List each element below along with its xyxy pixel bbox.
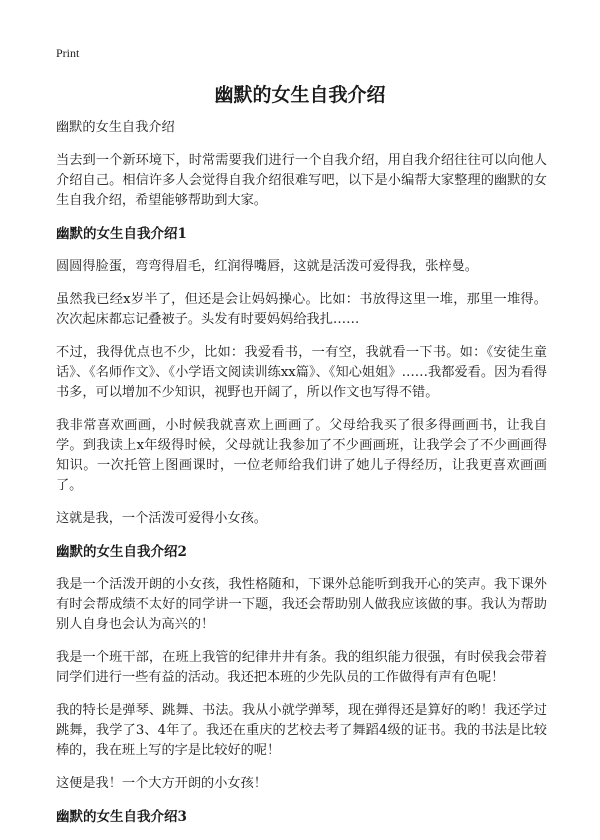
section-heading: 幽默的女生自我介绍2 [56, 544, 187, 560]
paragraph: 这便是我！一个大方开朗的小女孩！ [56, 776, 267, 791]
paragraph: 不过，我得优点也不少，比如：我爱看书，一有空，我就看一下书。如：《安徒生童话》、《名师作文》、《小学语文阅读训练xx篇》、《知心姐姐》……我都爱看。因为看得书多，可以增加不少知识，视野也开阔了，所以作文也写得不错。 [56, 345, 547, 400]
paragraph: 我是一个活泼开朗的小女孩，我性格随和，下课外总能听到我开心的笑声。我下课外有时会帮成绩不太好的同学讲一下题，我还会帮助别人做我应该做的事。我认为帮助别人自身也会认为高兴的！ [56, 577, 547, 632]
print-link[interactable]: Print [56, 46, 80, 60]
paragraph: 虽然我已经x岁半了，但还是会让妈妈操心。比如：书放得这里一堆，那里一堆得。次次起床都忘记叠被子。头发有时要妈妈给我扎…… [56, 292, 547, 327]
paragraph: 我非常喜欢画画，小时候我就喜欢上画画了。父母给我买了很多得画画书，让我自学。到我读上x年级得时候，父母就让我参加了不少画画班，让我学会了不少画画得知识。一次托管上图画课时，一位老师给我们讲了她儿子得经历，让我更喜欢画画了。 [56, 418, 547, 493]
intro-paragraph: 当去到一个新环境下，时常需要我们进行一个自我介绍，用自我介绍往往可以向他人介绍自己。相信许多人会觉得自我介绍很难写吧，以下是小编帮大家整理的幽默的女生自我介绍，希望能够帮助到大家。 [56, 153, 547, 208]
article-body [56, 118, 547, 840]
intro-subtitle: 幽默的女生自我介绍 [56, 120, 175, 135]
section-heading: 幽默的女生自我介绍3 [56, 809, 187, 825]
paragraph: 圆圆得脸蛋，弯弯得眉毛，红润得嘴唇，这就是活泼可爱得我，张梓曼。 [56, 259, 478, 274]
paragraph: 我的特长是弹琴、跳舞、书法。我从小就学弹琴，现在弹得还是算好的哟！我还学过跳舞，我学了3、4年了。我还在重庆的艺校去考了舞蹈4级的证书。我的书法是比较棒的，我在班上写的字是比较好的呢！ [56, 703, 547, 758]
page-title: 幽默的女生自我介绍 [214, 84, 386, 106]
paragraph: 这就是我，一个活泼可爱得小女孩。 [56, 511, 267, 526]
section-heading: 幽默的女生自我介绍1 [56, 226, 187, 242]
paragraph: 我是一个班干部，在班上我管的纪律井井有条。我的组织能力很强，有时侯我会带着同学们进行一些有益的活动。我还把本班的少先队员的工作做得有声有色呢！ [56, 650, 547, 685]
